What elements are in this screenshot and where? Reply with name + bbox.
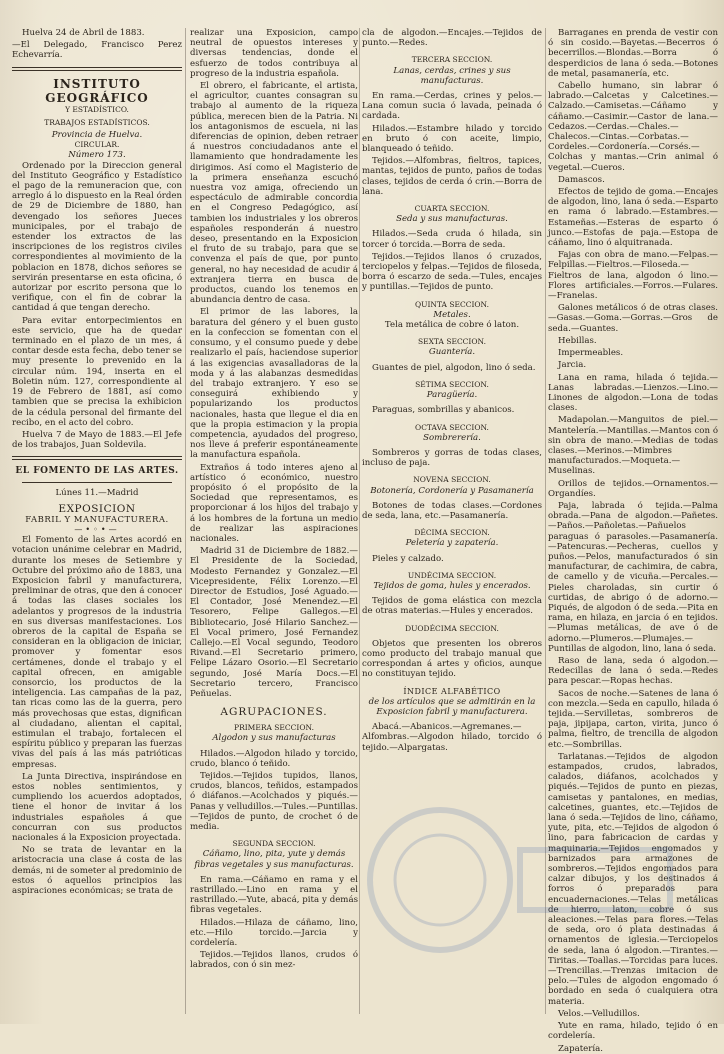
paragraph: Madrid 31 de Diciembre de 1882.—El Presidente de la Sociedad, Modesto Fernandez y Gonzalez.—El Vicepresidente, Félix Lorenzo.—El Director de Estudios, José Aguado.—El Contador, José Menendez.—El Tesorero, Felipe Gallegos.—El Bibliotecario, José Hilario Sanchez.—El Vocal primero, José Fernandez Callejo.—El Vocal segundo, Teodoro Rivand.—El Secretario primero, Felipe Lázaro Osorio.—El Secretario segundo, José María Docs.—El Secretario tercero, Francisco Peñuelas. — [190, 546, 358, 699]
section-subheading: Sombrerería. — [423, 432, 481, 443]
section-heading: SÉTIMA SECCION. — [415, 379, 489, 389]
signer: —El Delegado, Francisco Perez Echevarría. — [12, 40, 182, 61]
section-heading: OCTAVA SECCION. — [415, 422, 489, 432]
column-divider — [545, 28, 546, 1014]
paragraph: Cabello humano, sin labrar ó labrado.—Calcetas y Calcetines.—Calzado.—Camisetas.—Cáñamo y cáñamo.—Casimir.—Castor de lana.—Cedazos.—Cerdas.—Chales.—Chalecos.—Cintas.—Corbatas.—Cordeles.—Cordonería.—Corsés.—Colchas y mantas.—Crin animal ó vegetal.—Cueros. — [548, 81, 718, 173]
paragraph: Objetos que presenten los obreros como producto del trabajo manual que correspondan á artes y oficios, aunque no constituyan tejido. — [362, 638, 542, 680]
section-subheading: Metales. — [433, 309, 471, 320]
paragraph: Paja, labrada ó tejida.—Palma obrada.—Pana de algodon.—Pañetes.—Paños.—Pañoletas.—Pañuelos paraguas ó parasoles.—Pasamanería.—Patencuras.—Pecheras, cuellos y puños.—Pelos, manufacturados ó sin manufacturar, de cachimira, de cabra, de camello y de vicuña.—Percales.—Pieles charoladas, sin curtir ó curtidas, de abrigo ó de adorno.—Piqués, de algodon ó de seda.—Pita en rama, en hilaza, en jarcia ó en tejidos.—Plumas metálicas, de ave ó de adorno.—Plumeros.—Plumajes.—Puntillas de algodon, lino, lana ó seda. — [548, 500, 718, 654]
paragraph: El primor de las labores, la baratura del género y el buen gusto en la confeccion se fomentan con el consumo, y el consumo puede y debe realizarlo el país, haciendose superior á las exigencias avasalladoras de la moda y á las alabanzas desmedidas del trabajo extranjero. Y eso se conseguirá exhibiendo y popularizando los productos nacionales, hasta que llegue el dia en que la propia estimacion y la propia competencia, ayudados del progreso, nos lleve á preferir espontáneamente la manufactura española. — [190, 307, 358, 461]
paragraph: Galones metálicos ó de otras clases.—Gasas.—Goma.—Gorras.—Gros de seda.—Guantes. — [548, 303, 718, 334]
paragraph: Extraños á todo interes ajeno al artístico ó económico, nuestro propósito ó el propósito de la Sociedad que representamos, es proporcionar á los hijos del trabajo y á los hombres de la fortuna un medio de realizar las aspiraciones nacionales. — [190, 462, 358, 544]
paragraph: Sacos de noche.—Satenes de lana ó con mezcla.—Seda en capullo, hilada ó tejida.—Servilletas, sombreros de paja, jipijapa, carton, virita, junco ó palma, fieltro, de trencilla de algodon etc.—Sombrillas. — [548, 688, 718, 750]
ornament: —•◦•— — [74, 524, 120, 534]
section-heading: PRIMERA SECCION. — [234, 723, 314, 733]
paragraph: Hilados.—Algodon hilado y torcido, crudo, blanco ó teñido. — [190, 748, 358, 769]
paragraph: realizar una Exposicion, campo neutral de opuestos intereses y diversas tendencias, donde el esfuerzo de todos contribuya al progreso de la industria española. — [190, 28, 358, 79]
paragraph: El Fomento de las Artes acordó en votacion unánime celebrar en Madrid, durante los meses de Setiembre y Octubre del próximo año de 1883, una Exposicion fabril y manufacturera, preliminar de otras, que den á conocer á todas las clases sociales los adelantos y progresos de la industria en sus diversas manifestaciones. Los obreros de la capital de España se consideran en la obligacion de iniciar, promover y fomentar esos certámenes, donde el trabajo y el capital ofrecen, en amigable consorcio, los productos de la inteligencia. Las campañas de la paz, tan ricas como las de la guerra, pero más provechosas que estas, dignifican al ciudadano, alientan el capital, estimulan el trabajo, fortalecen el espíritu público y preparan las fuerzas vivas del país á las más patrióticas empresas. — [12, 535, 182, 770]
paragraph: Paraguas, sombrillas y abanicos. — [372, 405, 515, 416]
section-subheading: Algodon y sus manufacturas — [212, 733, 336, 744]
fomento-title: EL FOMENTO DE LAS ARTES. — [15, 466, 179, 477]
paragraph: Guantes de piel, algodon, lino ó seda. — [372, 362, 536, 373]
column-2 — [190, 28, 358, 1018]
circular-number: Número 173. — [68, 150, 126, 161]
paragraph: El obrero, el fabricante, el artista, el agricultor, cuantes consagran su trabajo al aumento de la riqueza pública, merecen bien de la Patria. Ni los antagonismos de escuela, ni las diferencias de opinion, deben retraer á nuestros conciudadanos ante el llamamiento que hondradamente les dirigimos. Así como el Magisterio de la primera enseñanza escuchó nuestra voz amiga, ofreciendo un espectáculo de admirable concordia en el Congreso Pedagógico, así tambien los industriales y los obreros españoles responderán á nuestro deseo, presentando en la Exposicion el fruto de su trabajo, para que se convenza el país de que, por punto general, no hay necesidad de acudir á extranjera tierra en busca de productos, cuando los tenemos en abundancia dentro de casa. — [190, 81, 358, 306]
paragraph: Orillos de tejidos.—Ornamentos.—Organdíes. — [548, 478, 718, 499]
paragraph: Abacá.—Abanicos.—Agremanes.—Alfombras.—Algodon hilado, torcido ó tejido.—Alpargatas. — [362, 722, 542, 753]
paragraph: Yute en rama, hilado, tejido ó en cordelería. — [548, 1021, 718, 1042]
paragraph: Velos.—Velludillos. — [558, 1008, 640, 1019]
paragraph: Tejidos.—Tejidos llanos, crudos ó labrados, con ó sin mez- — [190, 950, 358, 971]
paragraph: Tejidos.—Tejidos tupidos, llanos, crudos, blancos, teñidos, estampados ó diáfanos.—Acolchados y piqués.—Panas y velludillos.—Tules.—Puntillas.—Tejidos de punto, de crochet ó de media. — [190, 771, 358, 833]
department-heading: TRABAJOS ESTADÍSTICOS. — [44, 117, 150, 127]
paragraph: Tejidos.—Tejidos llanos ó cruzados, terciopelos y felpas.—Tejidos de filoseda, borra ó escarzo de seda.—Tules, encajes y puntillas.—Tejidos de punto. — [362, 251, 542, 293]
section-subheading: Cáñamo, lino, pita, yute y demás fibras vegetales y sus manufacturas. — [194, 849, 354, 870]
section-heading: QUINTA SECCION. — [414, 299, 490, 309]
column-3 — [362, 28, 542, 1018]
section-heading: DUODÉCIMA SECCION. — [405, 623, 499, 633]
paragraph: Efectos de tejido de goma.—Encajes de algodon, lino, lana ó seda.—Esparto en rama ó labrado.—Estambres.—Estameñas.—Esteras de esparto ó junco.—Estofas de paja.—Estopa de cáñamo, lino ó alquitranada. — [548, 187, 718, 249]
agrupaciones-heading: AGRUPACIONES. — [220, 706, 328, 719]
paragraph: Zapatería. — [558, 1043, 603, 1054]
column-4 — [548, 28, 718, 1054]
fomento-date: Lúnes 11.—Madrid — [55, 487, 139, 498]
province-heading: Provincia de Huelva. — [51, 130, 143, 141]
paragraph: Barraganes en prenda de vestir con ó sin cosido.—Bayetas.—Becerros ó becerrillos.—Blondas.—Borra ó desperdicios de lana ó seda.—Botones de metal, pasamanería, etc. — [548, 28, 718, 79]
paragraph: Pieles y calzado. — [372, 553, 444, 564]
section-subheading: Botonería, Cordonería y Pasamanería — [370, 485, 534, 496]
paragraph: Tejidos de goma elástica con mezcla de otras materias.—Hules y encerados. — [362, 596, 542, 617]
section-subheading: Guantería. — [428, 347, 476, 358]
paragraph: Hilados.—Estambre hilado y torcido en bruto ó con aceite, limpio, blanqueado ó teñido. — [362, 123, 542, 155]
paragraph: Fajas con obra de mano.—Felpas.—Felpillas.—Fieltros.—Filoseda.—Fieltros de lana, algodon ó lino.—Flores artificiales.—Forros.—Fulares.—Franelas. — [548, 250, 718, 302]
paragraph: Huelva 7 de Mayo de 1883.—El Jefe de los trabajos, Juan Soldevila. — [12, 429, 182, 451]
section-subheading: Seda y sus manufacturas. — [396, 214, 508, 225]
section-heading: UNDÉCIMA SECCION. — [407, 570, 497, 580]
paragraph: Ordenado por la Direccion general del Instituto Geográfico y Estadístico el pago de la remuneracion que, con arreglo á lo dispuesto en la Real órden de 29 de Diciembre de 1880, han devengado los señores Jueces municipales, por el trabajo de estender los extractos de las inscripciones de los registros civiles correspondientes al movimiento de la poblacion en 1878, dichos señores se servirán presentarse en esta oficina, ó autorizar por escrito persona que lo verifique, con el fin de cobrar la cantidad á que tengan derecho. — [12, 160, 182, 314]
paragraph: No se trata de levantar en la aristocracia una clase á costa de las demás, ni de someter al predominio de estos ó aquellos principios las aspiraciones económicas; se trata de — [12, 845, 182, 897]
paragraph: En rama.—Cerdas, crines y pelos.—Lana comun sucia ó lavada, peinada ó cardada. — [362, 91, 542, 122]
exposition-subtitle: FABRIL Y MANUFACTURERA. — [25, 514, 169, 525]
paragraph: Lana en rama, hilada ó tejida.—Lanas labradas.—Lienzos.—Lino.—Linones de algodon.—Lona de todas clases. — [548, 372, 718, 414]
section-subheading: Tejidos de goma, hules y encerados. — [373, 580, 531, 591]
paragraph: Tejidos.—Alfombras, fieltros, tapices, mantas, tejidos de punto, paños de todas clases, tejidos de cerda ó crin.—Borra de lana. — [362, 156, 542, 197]
section-heading: TERCERA SECCION. — [411, 55, 493, 65]
section-heading: DÉCIMA SECCION. — [414, 528, 490, 538]
paragraph: Hilados.—Hilaza de cáñamo, lino, etc.—Hilo torcido.—Jarcia y cordelería. — [190, 917, 358, 949]
section-heading: SEXTA SECCION. — [417, 337, 486, 347]
paragraph: En rama.—Cáñamo en rama y el rastrillado.—Lino en rama y el rastrillado.—Yute, abacá, pita y demás fibras vegetales. — [190, 874, 358, 916]
institute-title: INSTITUTO GEOGRÁFICO — [45, 76, 149, 105]
section-rule — [12, 456, 182, 460]
section-subheading: Paragüería. — [426, 390, 478, 401]
section-subheading: Lanas, cerdas, crines y sus manufacturas. — [393, 65, 511, 86]
paragraph: La Junta Directiva, inspirándose en estos nobles sentimientos, y cumpliendo los acuerdos adoptados, tiene el honor de invitar á los industriales españoles á que concurran con sus productos nacionales á la Exposicion proyectada. — [12, 771, 182, 844]
paragraph: Hebillas. — [558, 335, 597, 346]
exposition-title: EXPOSICION — [58, 502, 136, 515]
column-1 — [12, 28, 182, 1018]
paragraph: Sombreros y gorras de todas clases, incluso de paja. — [362, 447, 542, 469]
paragraph: Tela metálica de cobre ó laton. — [384, 320, 520, 331]
paragraph: Hilados.—Seda cruda ó hilada, sin torcer ó torcida.—Borra de seda. — [362, 229, 542, 250]
paragraph: Botones de todas clases.—Cordones de seda, lana, etc.—Pasamanería. — [362, 500, 542, 521]
section-heading: SEGUNDA SECCION. — [232, 839, 316, 849]
paragraph: Jarcia. — [558, 360, 587, 371]
section-heading: CUARTA SECCION. — [414, 204, 490, 214]
paragraph: Madapolan.—Manguitos de piel.—Mantelería.—Mantillas.—Mantos con ó sin obra de mano.—Medias de todas clases.—Merinos.—Mimbres manufacturados.—Moqueta.—Muselinas. — [548, 415, 718, 477]
section-heading: NOVENA SECCION. — [413, 475, 491, 485]
title-rule — [22, 482, 172, 483]
circular-label: CIRCULAR. — [74, 140, 120, 150]
paragraph: Para evitar entorpecimientos en este servicio, que ha de quedar terminado en el plazo de un mes, á contar desde esta fecha, debo tener se muy presente lo prevenido en la circular núm. 194, inserta en el Boletin núm. 127, correspondiente al 19 de Febrero de 1881, así como tambien que se precisa la exhibicion de la cédula personal del firmante del recibo, en el acto del cobro. — [12, 315, 182, 428]
section-subheading: Peletería y zapatería. — [405, 538, 499, 549]
column-divider — [185, 28, 186, 1014]
index-subheading: de los artículos que se admitirán en la Exposicion fabril y manufacturera. — [368, 696, 536, 717]
paragraph: cla de algodon.—Encajes.—Tejidos de punto.—Redes. — [362, 28, 542, 49]
column-divider — [359, 28, 360, 1014]
paragraph: Tarlatanas.—Tejidos de algodon estampados, crudos, labrados, calados, diáfanos, acolchados y piqués.—Tejidos de punto en piezas, camisetas y pantalones, en medias, calcetines, guantes, etc.—Tejidos de lana ó seda.—Tejidos de lino, cáñamo, yute, pita, etc.—Tejidos de algodon ó lino, para fabricacion de cardas y maquinaria.—Tejidos engomados y barnizados para armazones de sombreros.—Tejidos engomados para calzar dibujos, y los destinados á forros ó preparados para encuadernaciones.—Telas metálicas de hierro, laton, cobre ó sus aleaciones.—Telas para flores.—Telas de seda, oro ó plata destinadas á ornamentos de iglesia.—Terciopelos de seda, lana ó algodon.—Tirantes.—Tiritas.—Toallas.—Torcidas para luces.—Trencillas.—Trenzas imitacion de pelo.—Tules de algodon engomado ó bordado en seda ó cualquiera otra materia. — [548, 751, 718, 1007]
paragraph: Impermeables. — [558, 348, 624, 359]
paragraph: Raso de lana, seda ó algodon.—Redecillas de lana ó seda.—Redes para pescar.—Ropas hechas. — [548, 655, 718, 687]
section-rule — [12, 67, 182, 71]
dateline: Huelva 24 de Abril de 1883. — [22, 28, 145, 38]
paragraph: Damascos. — [558, 174, 605, 185]
index-heading: ÍNDICE ALFABÉTICO — [403, 686, 501, 696]
institute-subtitle: Y ESTADÍSTICO. — [65, 104, 129, 114]
